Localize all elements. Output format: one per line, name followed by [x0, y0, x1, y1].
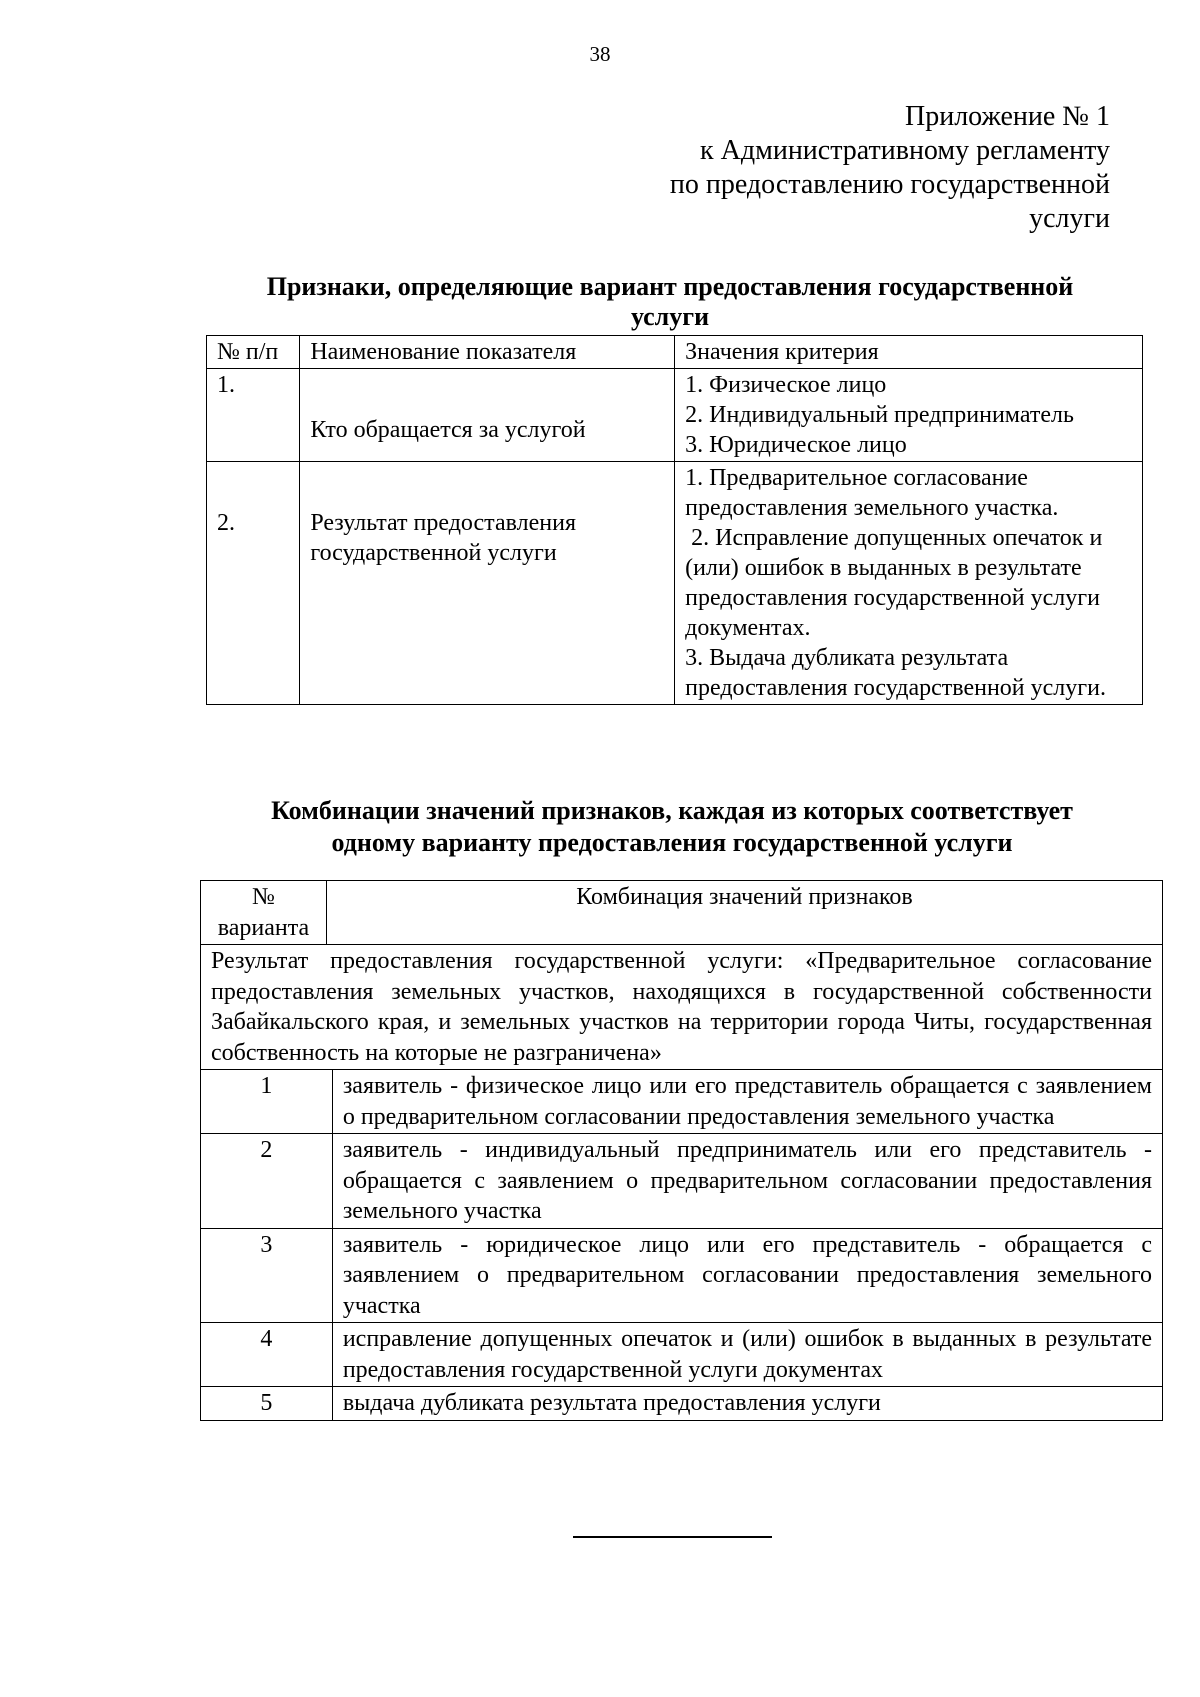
criteria-item: 1. Физическое лицо [685, 372, 887, 398]
section1-title-line: Признаки, определяющие вариант предоставления государственной [266, 272, 1074, 301]
header-number: № п/п [207, 336, 300, 369]
section1-title [215, 272, 1125, 332]
variant-row [201, 1134, 1163, 1229]
end-divider [573, 1536, 772, 1538]
criteria-item: 2. Исправление допущенных опечаток и (или) ошибок в выданных в результате предоставления государственной услуги документах. [685, 525, 1109, 641]
criteria-item: 3. Юридическое лицо [685, 432, 907, 458]
result-row [201, 945, 1163, 1070]
appendix-caption [510, 100, 1110, 236]
variant-number: 5 [201, 1387, 333, 1421]
header-criteria: Значения критерия [675, 336, 1143, 369]
row-criteria [675, 369, 1143, 462]
row-indicator: Кто обращается за услугой [300, 369, 675, 462]
header-variant: № варианта [201, 881, 327, 945]
variant-row [201, 1387, 1163, 1421]
section2-title-line: Комбинации значений признаков, каждая из которых соответствует [271, 796, 1073, 825]
combinations-table [200, 880, 1163, 1421]
row-number: 2. [207, 462, 300, 705]
result-text: Результат предоставления государственной услуги: «Предварительное согласование предоставления земельных участков, находящихся в государственной собственности Забайкальского края, и земельных участков на территории города Читы, государственная собственность на которые не разграничена» [201, 945, 1163, 1070]
criteria-item: 1. Предварительное согласование предоставления земельного участка. [685, 465, 1059, 521]
table-header-row [207, 336, 1143, 369]
appendix-line: услуги [1029, 203, 1110, 234]
row-criteria [675, 462, 1143, 705]
row-number: 1. [207, 369, 300, 462]
table-row [207, 369, 1143, 462]
header-combination: Комбинация значений признаков [327, 881, 1163, 945]
variant-row [201, 1228, 1163, 1323]
page-number: 38 [589, 42, 611, 66]
criteria-item: 2. Индивидуальный предприниматель [685, 402, 1074, 428]
section2-title [207, 795, 1137, 859]
table-row [207, 462, 1143, 705]
variant-row [201, 1070, 1163, 1134]
criteria-item: 3. Выдача дубликата результата предоставления государственной услуги. [685, 645, 1106, 701]
variant-number: 2 [201, 1134, 333, 1229]
section2-title-line: одному варианту предоставления государственной услуги [331, 828, 1013, 857]
criteria-table [206, 335, 1143, 705]
section1-title-line: услуги [630, 302, 710, 331]
appendix-line: по предоставлению государственной [669, 169, 1110, 200]
header-indicator: Наименование показателя [300, 336, 675, 369]
variant-number: 4 [201, 1323, 333, 1387]
row-indicator: Результат предоставления государственной услуги [300, 462, 675, 705]
variant-text: заявитель - физическое лицо или его представитель обращается с заявлением о предварительном согласовании предоставления земельного участка [332, 1070, 1162, 1134]
variant-row [201, 1323, 1163, 1387]
variant-text: заявитель - юридическое лицо или его представитель - обращается с заявлением о предварительном согласовании предоставления земельного участка [332, 1228, 1162, 1323]
variant-number: 1 [201, 1070, 333, 1134]
variant-number: 3 [201, 1228, 333, 1323]
variant-text: заявитель - индивидуальный предприниматель или его представитель - обращается с заявлением о предварительном согласовании предоставления земельного участка [332, 1134, 1162, 1229]
variant-text: выдача дубликата результата предоставления услуги [332, 1387, 1162, 1421]
variant-text: исправление допущенных опечаток и (или) ошибок в выданных в результате предоставления государственной услуги документах [332, 1323, 1162, 1387]
appendix-line: к Административному регламенту [700, 135, 1110, 166]
appendix-line: Приложение № 1 [905, 101, 1110, 132]
table-header-row [201, 881, 1163, 945]
